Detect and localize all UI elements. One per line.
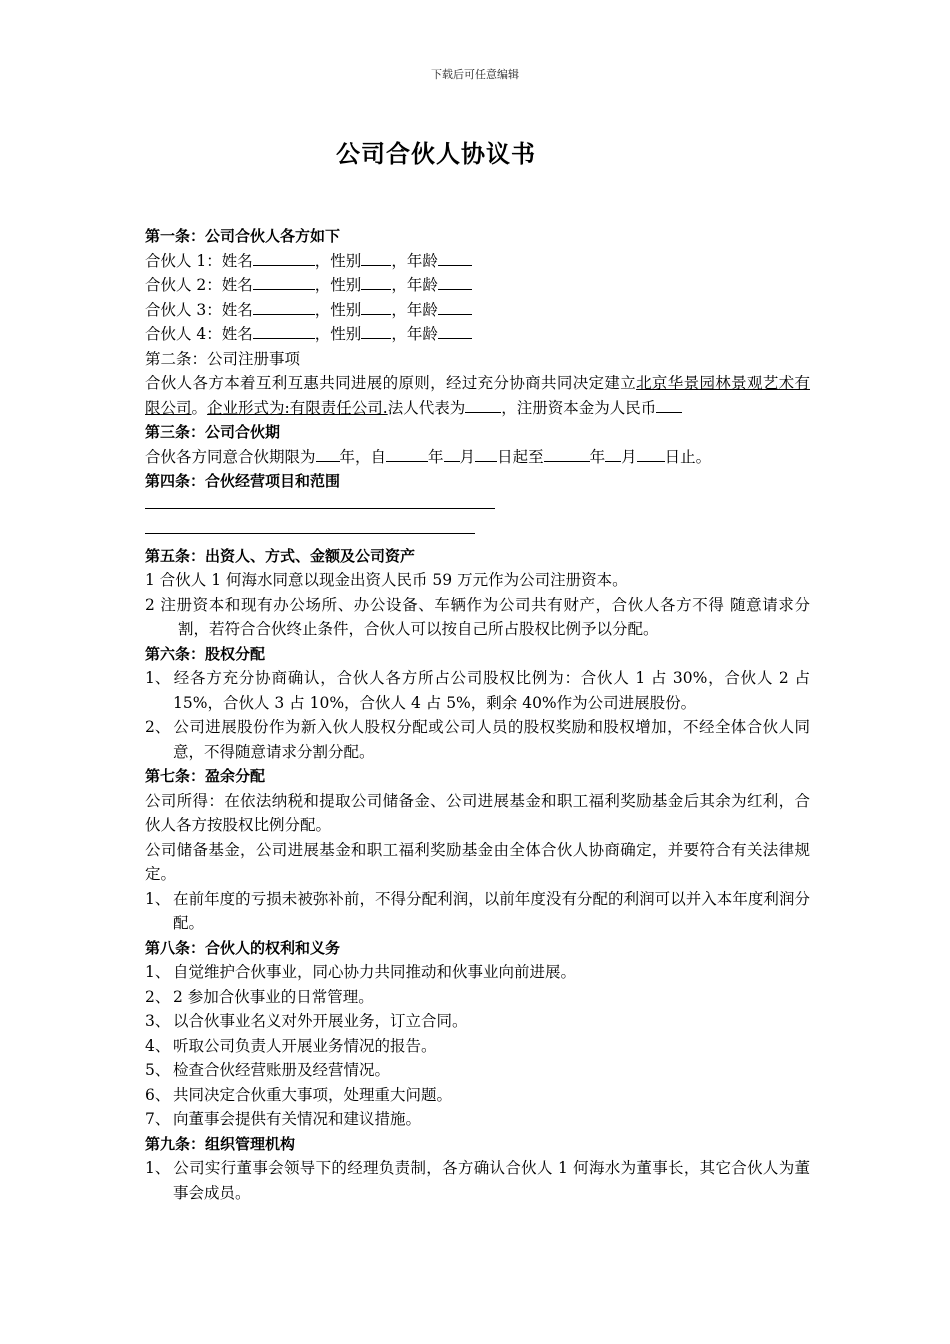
name-blank[interactable]: [253, 274, 315, 290]
article-4-heading: 第四条：合伙经营项目和范围: [145, 472, 341, 490]
article-9-heading: 第九条：组织管理机构: [145, 1134, 296, 1153]
start-day-blank[interactable]: [475, 446, 497, 462]
age-blank[interactable]: [438, 323, 472, 339]
start-year-blank[interactable]: [386, 446, 428, 462]
end-year-blank[interactable]: [544, 446, 590, 462]
end-day-blank[interactable]: [637, 446, 665, 462]
gender-blank[interactable]: [361, 250, 391, 266]
list-item: 1、 在前年度的亏损未被弥补前，不得分配利润，以前年度没有分配的利润可以并入本年度利润分配。: [145, 889, 810, 932]
age-blank[interactable]: [438, 250, 472, 266]
age-blank[interactable]: [438, 274, 472, 290]
article-2-heading: 第二条：公司注册事项: [145, 349, 301, 368]
name-blank[interactable]: [253, 323, 315, 339]
header-note: 下载后可任意编辑: [431, 68, 519, 81]
article-5-item: 1 合伙人 1 何海水同意以现金出资人民币 59 万元作为公司注册资本。: [145, 571, 628, 589]
capital-blank[interactable]: [656, 397, 682, 413]
list-item: 2、 公司进展股份作为新入伙人股权分配或公司人员的股权奖励和股权增加，不经全体合伙人同意，不得随意请求分割分配。: [145, 718, 810, 761]
list-item: 1、 经各方充分协商确认，合伙人各方所占公司股权比例为：合伙人 1 占 30%，合伙人 2 占 15%，合伙人 3 占 10%，合伙人 4 占 5%，剩余 40%作为公司进展股份。: [145, 669, 810, 712]
scope-blank-line[interactable]: [145, 494, 495, 509]
list-item: 4、 听取公司负责人开展业务情况的报告。: [145, 1036, 437, 1055]
company-form: 企业形式为:有限责任公司.: [207, 398, 388, 417]
list-item: 1、 自觉维护合伙事业，同心协力共同推动和伙事业向前进展。: [145, 963, 577, 981]
list-item: 3、 以合伙事业名义对外开展业务，订立合同。: [145, 1012, 468, 1030]
list-item: 6、 共同决定合伙重大事项，处理重大问题。: [145, 1085, 453, 1104]
end-month-blank[interactable]: [605, 446, 621, 462]
partner-2-line: 合伙人 2：姓名 ，性别 ，年龄: [145, 273, 810, 298]
article-6-heading: 第六条：股权分配: [145, 644, 266, 663]
article-3-text: 合伙各方同意合伙期限为 年，自 年 月 日起至 年 月 日止。: [145, 447, 712, 466]
article-1-heading: 第一条：公司合伙人各方如下: [145, 227, 341, 245]
partner-1-line: 合伙人 1：姓名 ，性别 ，年龄: [145, 249, 810, 274]
page-title: 公司合伙人协议书: [336, 140, 536, 168]
article-7-heading: 第七条：盈余分配: [145, 767, 266, 785]
gender-blank[interactable]: [361, 323, 391, 339]
gender-blank[interactable]: [361, 274, 391, 290]
name-blank[interactable]: [253, 250, 315, 266]
name-blank[interactable]: [253, 299, 315, 315]
start-month-blank[interactable]: [444, 446, 460, 462]
gender-blank[interactable]: [361, 299, 391, 315]
article-5-heading: 第五条：出资人、方式、金额及公司资产: [145, 546, 416, 565]
age-blank[interactable]: [438, 299, 472, 315]
list-item: 2、 2 参加合伙事业的日常管理。: [145, 987, 374, 1006]
list-item: 7、 向董事会提供有关情况和建议措施。: [145, 1110, 422, 1128]
legal-rep-blank[interactable]: [465, 397, 501, 413]
term-years-blank[interactable]: [316, 446, 340, 462]
article-7-paragraph: 公司所得：在依法纳税和提取公司储备金、公司进展基金和职工福利奖励基金后其余为红利，合伙人各方按股权比例分配。: [145, 791, 810, 834]
list-item: 5、 检查合伙经营账册及经营情况。: [145, 1061, 391, 1079]
article-8-heading: 第八条：合伙人的权利和义务: [145, 938, 341, 957]
list-item: 1、 公司实行董事会领导下的经理负责制，各方确认合伙人 1 何海水为董事长，其它合伙人为董事会成员。: [145, 1159, 810, 1202]
document-body: [145, 224, 810, 1205]
company-name: 北京华景园林景观艺术有限公司: [145, 374, 810, 417]
partner-4-line: 合伙人 4：姓名 ，性别 ，年龄: [145, 322, 810, 347]
partner-3-line: 合伙人 3：姓名 ，性别 ，年龄: [145, 298, 810, 323]
article-7-paragraph: 公司储备基金，公司进展基金和职工福利奖励基金由全体合伙人协商确定，并要符合有关法律规定。: [145, 840, 810, 883]
article-5-item: 2 注册资本和现有办公场所、办公设备、车辆作为公司共有财产，合伙人各方不得 随意请求分割，若符合合伙终止条件，合伙人可以按自己所占股权比例予以分配。: [145, 595, 810, 638]
article-2-text: 合伙人各方本着互利互惠共同进展的原则，经过充分协商共同决定建立北京华景园林景观艺术有限公司。企业形式为:有限责任公司.法人代表为 ，注册资本金为人民币: [145, 374, 810, 417]
article-3-heading: 第三条：公司合伙期: [145, 423, 281, 441]
scope-blank-line[interactable]: [145, 519, 475, 534]
